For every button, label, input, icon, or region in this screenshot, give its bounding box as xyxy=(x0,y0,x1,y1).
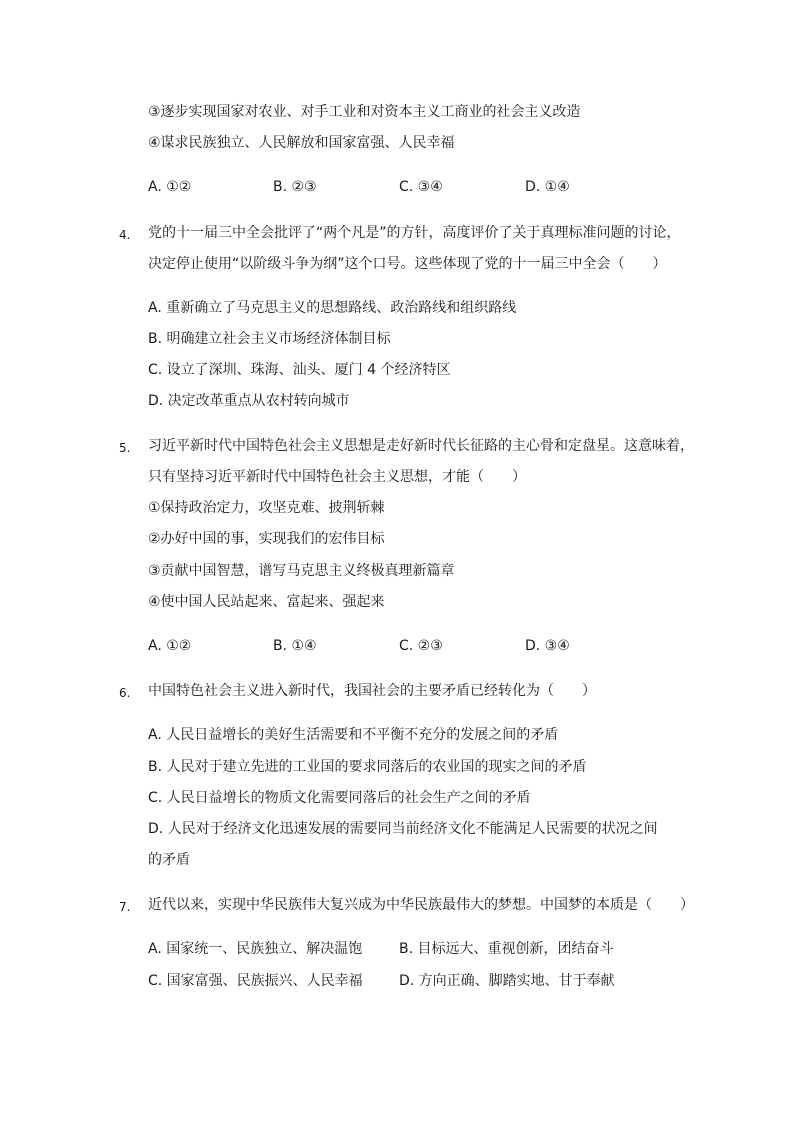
q6-option-c: C. 人民日益增长的物质文化需要同落后的社会生产之间的矛盾 xyxy=(148,790,531,806)
q7-option-d: D. 方向正确、脚踏实地、甘于奉献 xyxy=(399,973,615,989)
q6-option-b: B. 人民对于建立先进的工业国的要求同落后的农业国的现实之间的矛盾 xyxy=(148,759,587,775)
q7-option-a: A. 国家统一、民族独立、解决温饱 xyxy=(148,941,363,957)
q5-number: 5. xyxy=(119,441,131,455)
q3-option-d: D. ①④ xyxy=(525,179,570,195)
q6-number: 6. xyxy=(119,686,131,700)
q4-stem-line-1: 党的十一届三中全会批评了“两个凡是”的方针，高度评价了关于真理标准问题的讨论， xyxy=(148,225,681,241)
q3-option-c: C. ③④ xyxy=(399,179,443,195)
q4-stem-line-2: 决定停止使用“以阶级斗争为纲”这个口号。这些体现了党的十一届三中全会（ ） xyxy=(148,256,667,272)
q6-option-d-continued: 的矛盾 xyxy=(148,852,190,868)
q4-option-b: B. 明确建立社会主义市场经济体制目标 xyxy=(148,331,391,347)
q5-option-c: C. ②③ xyxy=(399,638,443,654)
q7-option-c: C. 国家富强、民族振兴、人民幸福 xyxy=(148,973,363,989)
q6-stem: 中国特色社会主义进入新时代，我国社会的主要矛盾已经转化为（ ） xyxy=(148,683,596,699)
q4-number: 4. xyxy=(119,228,131,242)
q7-number: 7. xyxy=(119,900,131,914)
q5-item-4: ④使中国人民站起来、富起来、强起来 xyxy=(148,594,385,610)
q4-option-a: A. 重新确立了马克思主义的思想路线、政治路线和组织路线 xyxy=(148,300,517,316)
q5-option-a: A. ①② xyxy=(148,638,192,654)
q4-option-d: D. 决定改革重点从农村转向城市 xyxy=(148,393,350,409)
q5-item-2: ②办好中国的事，实现我们的宏伟目标 xyxy=(148,531,385,547)
q5-stem-line-1: 习近平新时代中国特色社会主义思想是走好新时代长征路的主心骨和定盘星。这意味着， xyxy=(148,438,694,454)
q6-option-d: D. 人民对于经济文化迅速发展的需要同当前经济文化不能满足人民需要的状况之间 xyxy=(148,821,658,837)
q5-item-3: ③贡献中国智慧，谱写马克思主义终极真理新篇章 xyxy=(148,563,455,579)
q3-option-a: A. ①② xyxy=(148,179,192,195)
q3-item-4: ④谋求民族独立、人民解放和国家富强、人民幸福 xyxy=(148,135,455,151)
q5-stem-line-2: 只有坚持习近平新时代中国特色社会主义思想，才能（ ） xyxy=(148,469,526,485)
q4-option-c: C. 设立了深圳、珠海、汕头、厦门 4 个经济特区 xyxy=(148,362,451,378)
q5-option-d: D. ③④ xyxy=(525,638,570,654)
q3-item-3: ③逐步实现国家对农业、对手工业和对资本主义工商业的社会主义改造 xyxy=(148,104,581,120)
q7-option-b: B. 目标远大、重视创新，团结奋斗 xyxy=(399,941,614,957)
q6-option-a: A. 人民日益增长的美好生活需要和不平衡不充分的发展之间的矛盾 xyxy=(148,727,559,743)
q7-stem: 近代以来，实现中华民族伟大复兴成为中华民族最伟大的梦想。中国梦的本质是（ ） xyxy=(148,897,694,913)
q3-option-b: B. ②③ xyxy=(273,179,317,195)
q5-option-b: B. ①④ xyxy=(273,638,317,654)
q5-item-1: ①保持政治定力，攻坚克难、披荆斩棘 xyxy=(148,500,385,516)
